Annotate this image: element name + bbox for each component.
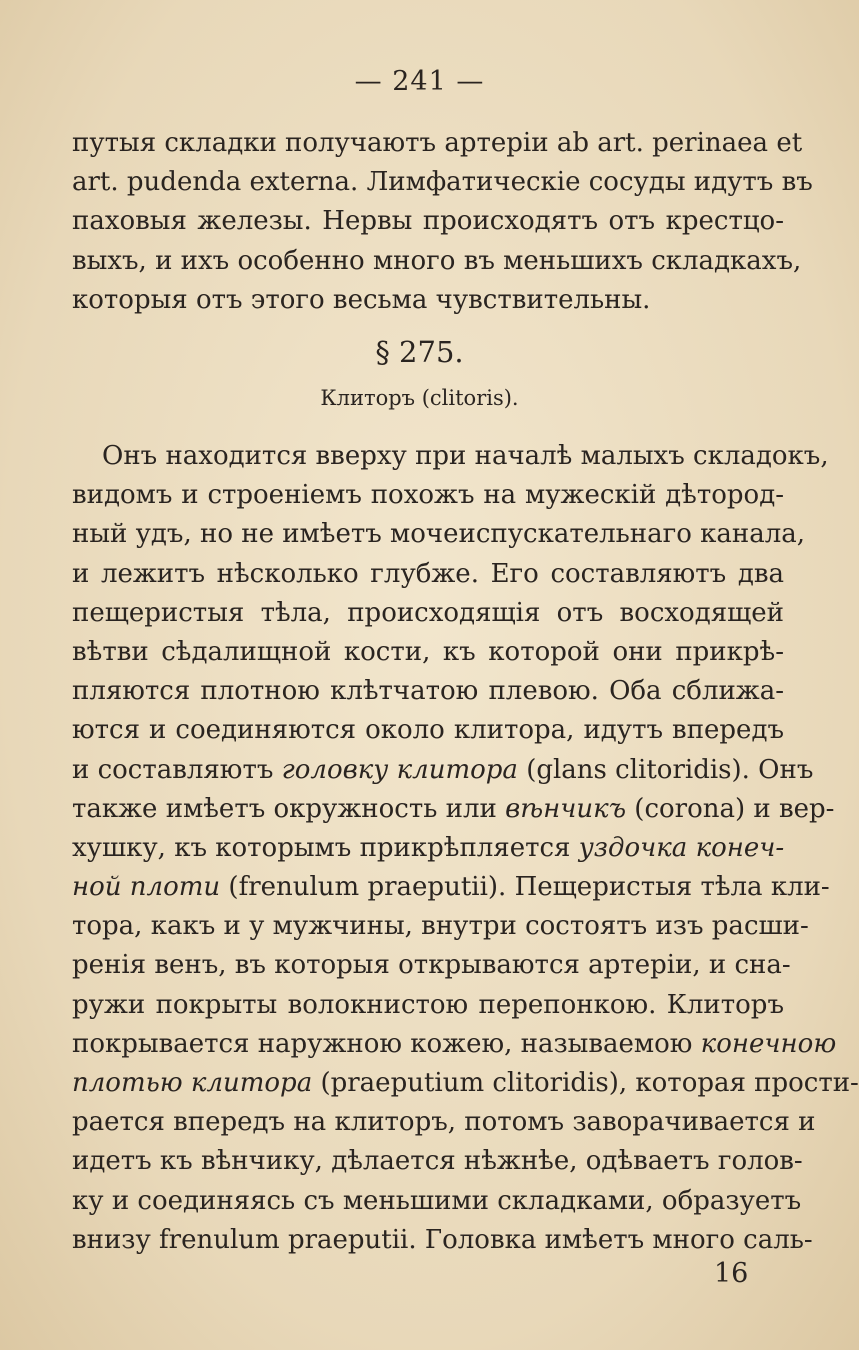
- text-line: видомъ и строеніемъ похожъ на мужескій дѣтород-: [72, 480, 784, 511]
- text-line: [72, 829, 784, 868]
- text-line: [72, 751, 814, 790]
- text-line: [72, 790, 835, 829]
- paragraph-clitoris: [72, 437, 859, 1260]
- text-run: (frenulum praeputii). Пещеристыя тѣла кли-: [220, 872, 830, 903]
- text-line: паховыя железы. Нервы происходятъ отъ крестцо-: [72, 206, 784, 237]
- text-run: хушку, къ которымъ прикрѣпляется: [72, 832, 579, 863]
- text-line: и лежитъ нѣсколько глубже. Его составляютъ два: [72, 558, 784, 589]
- italic-term: конечною: [700, 1028, 837, 1059]
- text-line: пещеристыя тѣла, происходящія отъ восходящей: [72, 597, 784, 628]
- text-line: ются и соединяются около клитора, идутъ впередъ: [72, 715, 784, 746]
- text-line: ружи покрыты волокнистою перепонкою. Клиторъ: [72, 989, 784, 1020]
- italic-term: вѣнчикъ: [505, 793, 627, 824]
- text-line: которыя отъ этого весьма чувствительны.: [72, 284, 651, 315]
- text-line: ку и соединяясь съ меньшими складками, образуетъ: [72, 1185, 802, 1216]
- text-line: рается впередъ на клиторъ, потомъ заворачивается и: [72, 1107, 816, 1138]
- text-line: [72, 1064, 859, 1103]
- text-line: путыя складки получаютъ артеріи ab art. perinaea et: [72, 128, 803, 158]
- section-number: § 275.: [375, 335, 464, 369]
- italic-term: ной плоти: [72, 872, 221, 903]
- italic-term: уздочка конеч-: [578, 832, 785, 863]
- text-line: выхъ, и ихъ особенно много въ меньшихъ складкахъ,: [72, 245, 802, 276]
- text-line: ренія венъ, въ которыя открываются артеріи, и сна-: [72, 950, 791, 981]
- text-line: пляются плотною клѣтчатою плевою. Оба сближа-: [72, 676, 784, 707]
- signature-mark: 16: [714, 1258, 749, 1289]
- text-line: art. pudenda externa. Лимфатическіе сосуды идутъ въ: [72, 167, 813, 198]
- text-line: внизу frenulum praeputii. Головка имѣетъ много саль-: [72, 1224, 813, 1255]
- text-line: вѣтви сѣдалищной кости, къ которой они прикрѣ-: [72, 636, 784, 667]
- italic-term: головку клитора: [281, 754, 518, 785]
- section-title: Клиторъ (clitoris).: [320, 386, 519, 410]
- text-run: также имѣетъ окружность или: [72, 793, 506, 824]
- paragraph-continued: [72, 124, 813, 320]
- text-line: [72, 868, 830, 907]
- text-line: Онъ находится вверху при началѣ малыхъ складокъ,: [102, 441, 829, 471]
- text-run: и составляютъ: [72, 754, 282, 785]
- text-line: тора, какъ и у мужчины, внутри состоятъ изъ расши-: [72, 911, 809, 942]
- italic-term: плотью клитора: [72, 1068, 313, 1098]
- text-line: [72, 1025, 837, 1064]
- text-run: (glans clitoridis). Онъ: [517, 754, 814, 785]
- text-run: (praeputium clitoridis), которая прости-: [312, 1068, 859, 1098]
- page-number: — 241 —: [354, 66, 485, 97]
- text-run: (corona) и вер-: [626, 793, 835, 824]
- text-line: идетъ къ вѣнчику, дѣлается нѣжнѣе, одѣваетъ голов-: [72, 1146, 803, 1177]
- text-run: покрывается наружною кожею, называемою: [72, 1028, 701, 1059]
- text-line: ный удъ, но не имѣетъ мочеиспускательнаго канала,: [72, 519, 805, 550]
